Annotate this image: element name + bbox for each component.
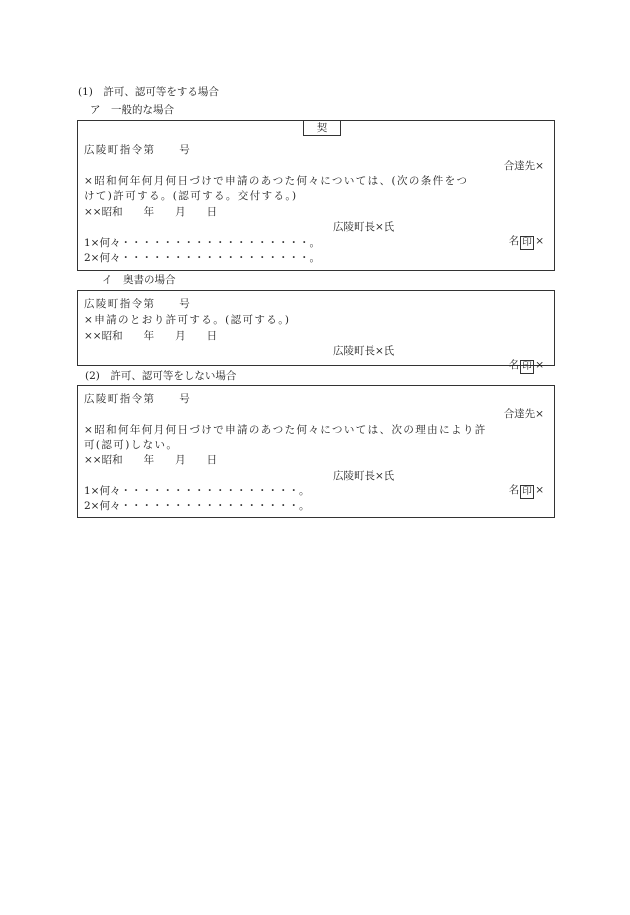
body-text-line-1: ×昭和何年何月何日づけで申請のあつた何々については、(次の条件をつ — [84, 175, 469, 187]
addressee: 合達先× — [503, 408, 544, 420]
issuer-name: 広陵町長×氏 — [333, 345, 395, 357]
seal-stamp-icon: 印 — [520, 236, 534, 250]
name-stamp-group — [489, 344, 544, 388]
addressee: 合達先× — [503, 160, 544, 172]
issue-date: ××昭和 年 月 日 — [84, 206, 218, 218]
issuer-name: 広陵町長×氏 — [333, 470, 395, 482]
body-text-line-2: けて)許可する。(認可する。交付する。) — [84, 190, 298, 202]
name-suffix: × — [535, 359, 544, 371]
subsection-b-heading: イ 奥書の場合 — [102, 274, 176, 286]
template-box-endorsement — [77, 290, 555, 372]
seal-stamp-icon: 印 — [520, 485, 534, 499]
body-text-line-1: ×申請のとおり許可する。(認可する。) — [84, 314, 291, 326]
template-box-general — [77, 120, 555, 271]
name-suffix: × — [535, 484, 544, 496]
name-label: 名 — [508, 359, 520, 371]
template-box-denial — [77, 385, 555, 518]
issue-date: ××昭和 年 月 日 — [84, 330, 218, 342]
body-text-line-2: 可(認可)しない。 — [84, 439, 179, 451]
issue-date: ××昭和 年 月 日 — [84, 454, 218, 466]
issuer-name: 広陵町長×氏 — [333, 221, 395, 233]
document-number: 広陵町指令第 号 — [84, 298, 192, 310]
name-stamp-group — [489, 220, 544, 264]
body-text-line-1: ×昭和何年何月何日づけで申請のあつた何々については、次の理由により許 — [84, 424, 487, 436]
name-stamp-group — [489, 469, 544, 513]
document-number: 広陵町指令第 号 — [84, 144, 192, 156]
section-2-heading: (2) 許可、認可等をしない場合 — [85, 370, 237, 382]
name-label: 名 — [508, 484, 520, 496]
list-item-1: 1×何々・・・・・・・・・・・・・・・・・。 — [84, 485, 310, 497]
name-suffix: × — [535, 235, 544, 247]
list-item-2: 2×何々・・・・・・・・・・・・・・・・・・。 — [84, 252, 320, 264]
list-item-2: 2×何々・・・・・・・・・・・・・・・・・。 — [84, 500, 310, 512]
seal-stamp-icon: 印 — [520, 360, 534, 374]
kei-tag: 契 — [303, 120, 341, 136]
section-1-heading: (1) 許可、認可等をする場合 — [78, 86, 219, 98]
name-label: 名 — [508, 235, 520, 247]
document-number: 広陵町指令第 号 — [84, 393, 192, 405]
subsection-a-heading: ア 一般的な場合 — [90, 104, 174, 116]
list-item-1: 1×何々・・・・・・・・・・・・・・・・・・。 — [84, 237, 320, 249]
